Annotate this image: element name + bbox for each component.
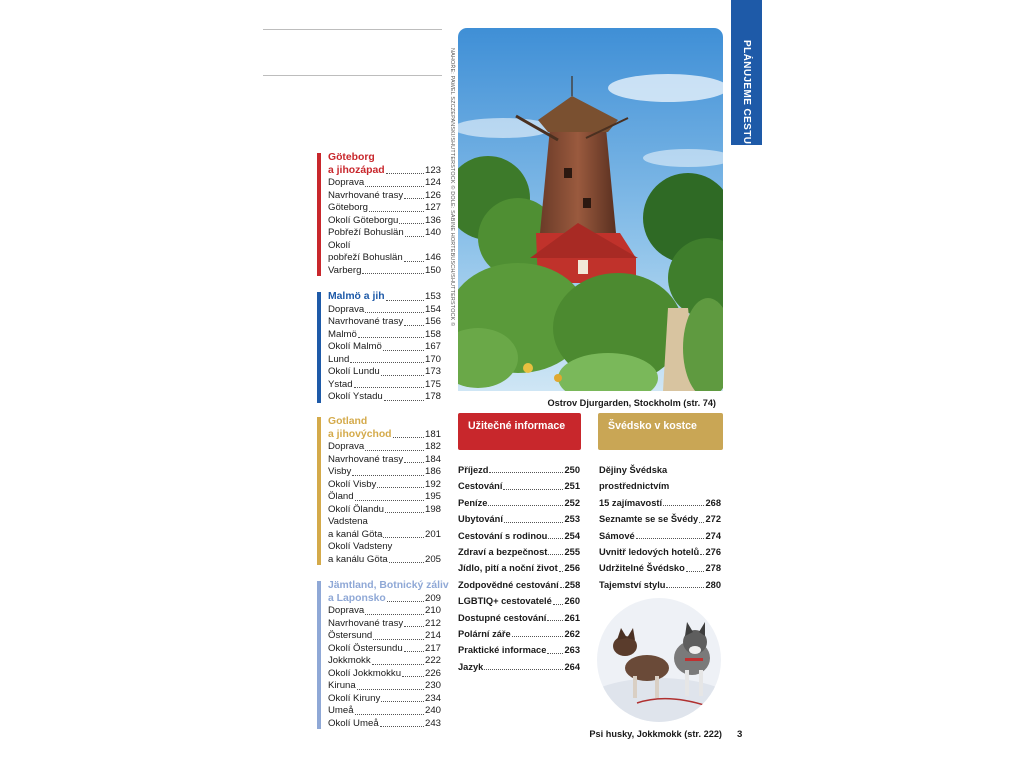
entry-label: Navrhované trasy (328, 453, 404, 465)
entry-label: Cestování s rodinou (458, 530, 548, 541)
toc-entry (328, 718, 441, 731)
toc-entry (328, 479, 441, 492)
page-number: 3 (737, 729, 743, 740)
toc-entry (458, 560, 580, 576)
entry-page: 212 (424, 617, 441, 629)
entry-page: 230 (424, 680, 441, 691)
entry-label: Varberg (328, 264, 362, 276)
sweden-summary-heading: Švédsko v kostce (598, 413, 723, 450)
dot-leader (686, 571, 705, 572)
entry-label-line: Okolí Vadsteny (328, 541, 393, 552)
entry-page: 272 (705, 514, 721, 525)
toc-entry (328, 466, 441, 479)
toc-entry (328, 227, 441, 240)
entry-page: 209 (424, 592, 441, 604)
entry-label: Ubytování (458, 514, 503, 525)
entry-label: Příjezd (458, 465, 489, 475)
toc-entry (328, 705, 441, 718)
toc-entry (328, 491, 441, 504)
dot-leader (489, 472, 563, 473)
entry-page: 181 (424, 428, 441, 440)
section-title-line: Jämtland, Botnický záliv (328, 580, 449, 591)
dot-leader (362, 273, 424, 274)
dot-leader (488, 505, 563, 506)
dot-leader (700, 554, 704, 555)
toc-entry (458, 577, 580, 593)
entry-label: Doprava (328, 605, 365, 616)
dot-leader (358, 337, 424, 338)
entry-label: Zodpovědné cestování (458, 579, 559, 590)
toc-entry (328, 680, 441, 693)
entry-page: 198 (424, 503, 441, 515)
entry-page: 136 (424, 214, 441, 226)
entry-label: a Laponsko (328, 592, 386, 604)
toc-entry (328, 379, 441, 392)
entry-page: 261 (564, 612, 580, 623)
husky-photo (597, 598, 721, 722)
entry-label: Doprava (328, 441, 365, 452)
section-tab: PLÁNUJEME CESTU (731, 0, 762, 145)
dot-leader (383, 537, 424, 538)
toc-entry (458, 610, 580, 626)
toc-entry (328, 655, 441, 668)
toc-entry (328, 454, 441, 467)
entry-label: Okolí Malmö (328, 341, 382, 352)
section-title-line: Göteborg (328, 152, 375, 163)
entry-page: 278 (705, 563, 721, 574)
entry-label: Jídlo, pití a noční život (458, 563, 558, 574)
entry-label: Lund (328, 353, 350, 365)
dot-leader (372, 664, 424, 665)
entry-page: 255 (564, 547, 580, 558)
entry-label: Okolí Ystadu (328, 391, 383, 402)
entry-page: 268 (705, 497, 721, 508)
dot-leader (387, 601, 424, 602)
toc-entry (328, 529, 441, 542)
entry-page: 154 (424, 303, 441, 315)
toc-section (317, 416, 441, 566)
entry-page: 170 (424, 353, 441, 365)
entry-page: 201 (424, 528, 441, 540)
section-title (328, 165, 441, 178)
dot-leader (699, 522, 704, 523)
entry-page: 254 (564, 530, 580, 541)
dot-leader (365, 312, 424, 313)
toc-entry (328, 668, 441, 681)
entry-label: Uvnitř ledových hotelů (599, 547, 700, 558)
entry-label: Tajemství stylu (599, 579, 666, 590)
toc-entry (328, 316, 441, 329)
toc-entry (328, 252, 441, 265)
dot-leader (512, 636, 564, 637)
entry-label: Umeå (328, 705, 354, 716)
entry-label: Pobřeží Bohuslän (328, 227, 404, 238)
dot-leader (380, 726, 424, 727)
entry-label: Malmö (328, 328, 357, 340)
dot-leader (404, 651, 424, 652)
dot-leader (385, 512, 424, 513)
entry-label: Cestování (458, 481, 503, 492)
section-title-line: Gotland (328, 416, 368, 427)
toc-entry (458, 528, 580, 544)
dot-leader (484, 669, 563, 670)
entry-page: 186 (424, 466, 441, 477)
toc-entry (599, 560, 721, 576)
entry-page: 262 (564, 629, 580, 640)
entry-page: 140 (424, 227, 441, 238)
dot-leader (504, 522, 564, 523)
dot-leader (393, 437, 424, 438)
dot-leader (357, 689, 424, 690)
toc-entry (458, 659, 580, 675)
toc-entry (599, 495, 721, 511)
dot-leader (663, 505, 704, 506)
toc-entry (458, 462, 580, 478)
dot-leader (365, 450, 424, 451)
entry-page: 226 (424, 667, 441, 679)
dot-leader (365, 614, 424, 615)
entry-page: 158 (424, 328, 441, 340)
toc-entry (599, 511, 721, 527)
dot-leader (548, 538, 563, 539)
entry-page: 210 (424, 605, 441, 616)
entry-page: 222 (424, 655, 441, 666)
toc-entry (458, 626, 580, 642)
entry-label: Praktické informace (458, 645, 547, 656)
dot-leader (365, 186, 424, 187)
toc-section (317, 291, 441, 404)
entry-page: 214 (424, 630, 441, 641)
section-title (328, 291, 441, 304)
entry-label: Okolí Östersundu (328, 642, 403, 654)
entry-label: Jazyk (458, 661, 484, 672)
dot-leader (503, 489, 563, 490)
entry-label: Zdraví a bezpečnost (458, 547, 548, 558)
dot-leader (369, 211, 424, 212)
entry-page: 127 (424, 202, 441, 213)
toc-entry (458, 478, 580, 494)
entry-label: LGBTIQ+ cestovatelé (458, 596, 552, 607)
entry-page: 258 (564, 579, 581, 590)
entry-label: Seznamte se se Švédy (599, 514, 699, 525)
photo-caption-top: Ostrov Djurgarden, Stockholm (str. 74) (547, 398, 716, 408)
entry-label: Okolí Ölandu (328, 503, 384, 515)
sweden-summary-list (599, 462, 721, 593)
toc-entry (328, 341, 441, 354)
entry-label: a kanál Göta (328, 528, 383, 540)
section-color-bar (317, 153, 321, 276)
toc-entry (328, 391, 441, 404)
toc-entry (458, 495, 580, 511)
entry-page: 173 (424, 366, 441, 377)
entry-label: Doprava (328, 303, 365, 315)
entry-label: Dostupné cestování (458, 612, 547, 623)
toc-entry (599, 544, 721, 560)
entry-label: a kanálu Göta (328, 553, 388, 565)
entry-label-line: prostřednictvím (599, 481, 670, 492)
entry-label: Polární záře (458, 629, 511, 640)
toc-entry (328, 329, 441, 342)
entry-label: Okolí Göteborgu (328, 214, 399, 226)
toc-entry (328, 202, 441, 215)
dot-leader (399, 223, 424, 224)
entry-label: Öland (328, 491, 354, 502)
entry-page: 263 (564, 645, 580, 656)
entry-page: 195 (424, 491, 441, 502)
toc-section (317, 580, 449, 730)
dot-leader (636, 538, 705, 539)
entry-page: 150 (424, 264, 441, 276)
entry-page: 256 (564, 563, 580, 574)
entry-page: 274 (705, 530, 721, 541)
toc-entry (328, 366, 441, 379)
entry-page: 234 (424, 692, 441, 704)
toc-entry (458, 642, 580, 658)
section-color-bar (317, 292, 321, 403)
toc-entry (328, 504, 441, 517)
entry-label: Göteborg (328, 202, 369, 213)
toc-entry (328, 177, 441, 190)
dot-leader (383, 350, 424, 351)
toc-entry (328, 215, 441, 228)
entry-label: 15 zajímavostí (599, 497, 663, 508)
dot-leader (405, 236, 424, 237)
dot-leader (559, 571, 564, 572)
entry-label: Navrhované trasy (328, 316, 404, 327)
dot-leader (384, 400, 424, 401)
dot-leader (389, 562, 424, 563)
toc-entry (599, 528, 721, 544)
dot-leader (377, 487, 424, 488)
dot-leader (666, 587, 704, 588)
dot-leader (373, 639, 424, 640)
toc-entry (328, 618, 441, 631)
dot-leader (350, 362, 424, 363)
entry-label: Visby (328, 466, 352, 477)
entry-label-line: Okolí (328, 239, 351, 251)
entry-page: 126 (424, 189, 441, 201)
entry-label: Sámové (599, 530, 635, 541)
dot-leader (404, 198, 424, 199)
useful-info-list (458, 462, 580, 675)
entry-page: 205 (424, 553, 441, 565)
entry-label: Okolí Jokkmokku (328, 667, 402, 679)
useful-info-heading: Užitečné informace (458, 413, 581, 450)
toc-entry (328, 554, 441, 567)
toc-entry (328, 265, 441, 278)
dot-leader (386, 173, 424, 174)
entry-page: 123 (424, 164, 441, 176)
toc-entry (458, 511, 580, 527)
top-rule-2 (263, 75, 442, 76)
entry-label: a jihozápad (328, 164, 385, 176)
toc-section (317, 152, 441, 277)
entry-label: Okolí Lundu (328, 366, 380, 377)
dot-leader (404, 462, 424, 463)
entry-label: a jihovýchod (328, 428, 392, 440)
dot-leader (355, 714, 424, 715)
entry-page: 146 (424, 252, 441, 263)
entry-page: 276 (705, 547, 721, 558)
entry-page: 264 (564, 661, 580, 672)
entry-page: 260 (564, 596, 580, 607)
dot-leader (386, 300, 424, 301)
entry-label: Udržitelné Švédsko (599, 563, 685, 574)
section-title (328, 593, 441, 606)
entry-label: Okolí Visby (328, 478, 377, 490)
entry-label: Kiruna (328, 680, 356, 691)
entry-label: Navrhované trasy (328, 617, 404, 629)
entry-label: Östersund (328, 630, 373, 641)
entry-page: 217 (424, 642, 441, 654)
dot-leader (560, 587, 564, 588)
toc-entry (458, 544, 580, 560)
toc-entry (328, 630, 441, 643)
dot-leader (548, 554, 563, 555)
toc-entry (328, 693, 441, 706)
entry-label: Malmö a jih (328, 291, 385, 302)
entry-page: 240 (424, 705, 441, 716)
toc-entry (328, 605, 441, 618)
toc-entry (328, 441, 441, 454)
dot-leader (404, 626, 424, 627)
entry-page: 250 (564, 465, 580, 475)
dot-leader (404, 325, 424, 326)
section-color-bar (317, 417, 321, 565)
entry-page: 252 (564, 497, 580, 508)
dot-leader (352, 475, 424, 476)
entry-label: Navrhované trasy (328, 189, 404, 201)
entry-label-line: Vadstena (328, 516, 368, 527)
entry-label: Jokkmokk (328, 655, 371, 666)
windmill-photo (458, 28, 723, 391)
entry-label: pobřeží Bohuslän (328, 252, 403, 263)
entry-label: Doprava (328, 177, 365, 188)
section-title (328, 429, 441, 442)
dot-leader (547, 620, 563, 621)
entry-page: 280 (705, 579, 721, 590)
dot-leader (547, 653, 563, 654)
entry-label: Ystad (328, 378, 353, 390)
dot-leader (553, 604, 564, 605)
photo-credit: NAHOŘE: PAWEL SZCZEPANSKI/SHUTTERSTOCK © DOLE: SABINE HORTEBUSCH/SHUTTERSTOCK © (449, 48, 455, 327)
entry-page: 167 (424, 341, 441, 352)
dot-leader (354, 387, 424, 388)
toc-entry (458, 593, 580, 609)
section-color-bar (317, 581, 321, 729)
entry-label: Okolí Umeå (328, 717, 379, 729)
top-rule-1 (263, 29, 442, 30)
dot-leader (355, 500, 424, 501)
toc-entry (328, 190, 441, 203)
entry-page: 251 (564, 481, 580, 492)
toc-entry (328, 354, 441, 367)
entry-page: 243 (424, 717, 441, 729)
entry-page: 175 (424, 378, 441, 390)
dot-leader (381, 375, 424, 376)
toc-entry (328, 304, 441, 317)
entry-page: 156 (424, 316, 441, 327)
entry-page: 192 (424, 478, 441, 490)
entry-label: Okolí Kiruny (328, 692, 381, 704)
entry-label-line: Dějiny Švédska (599, 465, 668, 475)
toc-entry (599, 577, 721, 593)
entry-page: 184 (424, 453, 441, 465)
dot-leader (404, 261, 424, 262)
entry-page: 124 (424, 177, 441, 188)
entry-label: Peníze (458, 497, 488, 508)
entry-page: 182 (424, 441, 441, 452)
entry-page: 153 (424, 291, 441, 302)
dot-leader (381, 701, 424, 702)
dot-leader (402, 676, 424, 677)
photo-caption-bottom: Psi husky, Jokkmokk (str. 222) (589, 729, 722, 739)
toc-entry (328, 643, 441, 656)
entry-page: 253 (564, 514, 580, 525)
entry-page: 178 (424, 391, 441, 402)
